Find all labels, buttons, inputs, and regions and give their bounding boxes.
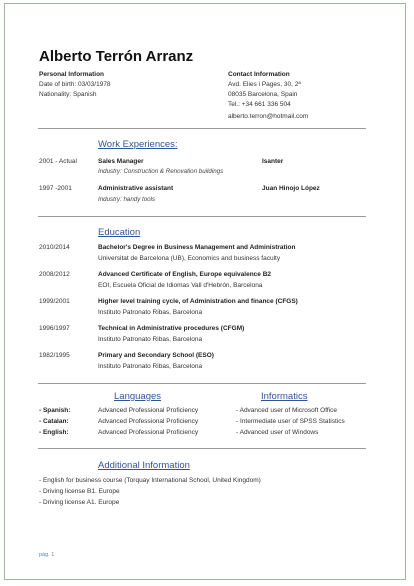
contact-address: Avd. Elies i Pages, 30, 2ª [228,81,301,88]
work-period: 1997 -2001 [39,185,72,192]
edu-period: 2008/2012 [39,271,70,278]
contact-phone: Tel.: +34 661 336 504 [228,101,291,108]
edu-school: EOI, Escuela Oficial de Idiomas Vall d'Hebrón, Barcelona [98,282,263,289]
cv-name: Alberto Terrón Arranz [39,48,194,65]
edu-school: Instituto Patronato Ribas, Barcelona [98,309,203,316]
edu-period: 1999/2001 [39,298,70,305]
edu-school: Instituto Patronato Ribas, Barcelona [98,363,203,370]
divider [38,383,366,384]
edu-degree: Primary and Secondary School (ESO) [98,352,214,359]
additional-item: - English for business course (Torquay International School, United Kingdom) [39,477,261,484]
work-role: Sales Manager [98,158,144,165]
personal-info-title: Personal Information [39,71,105,78]
informatics-item: - Intermediate user of SPSS Statistics [236,418,345,425]
language-name: - Spanish: [39,407,71,414]
language-level: Advanced Professional Proficiency [98,407,199,414]
informatics-item: - Advanced user of Windows [236,429,319,436]
edu-period: 2010/2014 [39,244,70,251]
additional-section-title: Additional Information [98,460,190,471]
nationality: Nationality: Spanish [39,91,97,98]
edu-period: 1982/1995 [39,352,70,359]
edu-degree: Bachelor's Degree in Business Management and Administration [98,244,296,251]
work-company: Isanter [262,158,284,165]
edu-school: Instituto Patronato Ribas, Barcelona [98,336,203,343]
work-industry: Industry: Construction & Renovation buildings [98,168,224,175]
work-company: Juan Hinojo López [262,185,320,192]
contact-email[interactable]: alberto.terron@hotmail.com [228,113,309,120]
contact-city: 08035 Barcelona, Spain [228,91,298,98]
language-level: Advanced Professional Proficiency [98,418,199,425]
education-section-title: Education [98,227,141,238]
work-section-title: Work Experiences: [98,139,178,150]
language-name: - Catalan: [39,418,69,425]
page-number: pág. 1 [39,552,55,558]
work-role: Administrative assistant [98,185,174,192]
contact-info-title: Contact Information [228,71,290,78]
edu-degree: Higher level training cycle, of Administration and finance (CFGS) [98,298,298,305]
edu-school: Universitat de Barcelona (UB), Economics and business faculty [98,255,281,262]
divider [38,448,366,449]
divider [38,216,366,217]
work-period: 2001 - Actual [39,158,77,165]
additional-item: - Driving license A1. Europe [39,499,120,506]
edu-degree: Advanced Certificate of English, Europe equivalence B2 [98,271,272,278]
birth-date: Date of birth: 03/03/1978 [39,81,111,88]
informatics-section-title: Informatics [261,391,308,402]
edu-degree: Technical in Administrative procedures (CFGM) [98,325,245,332]
informatics-item: - Advanced user of Microsoft Office [236,407,338,414]
language-level: Advanced Professional Proficiency [98,429,199,436]
work-industry: Industry: handy tools [98,196,156,203]
divider [38,128,366,129]
language-name: - English: [39,429,69,436]
edu-period: 1996/1997 [39,325,70,332]
additional-item: - Driving license B1. Europe [39,488,120,495]
languages-section-title: Languages [114,391,162,402]
